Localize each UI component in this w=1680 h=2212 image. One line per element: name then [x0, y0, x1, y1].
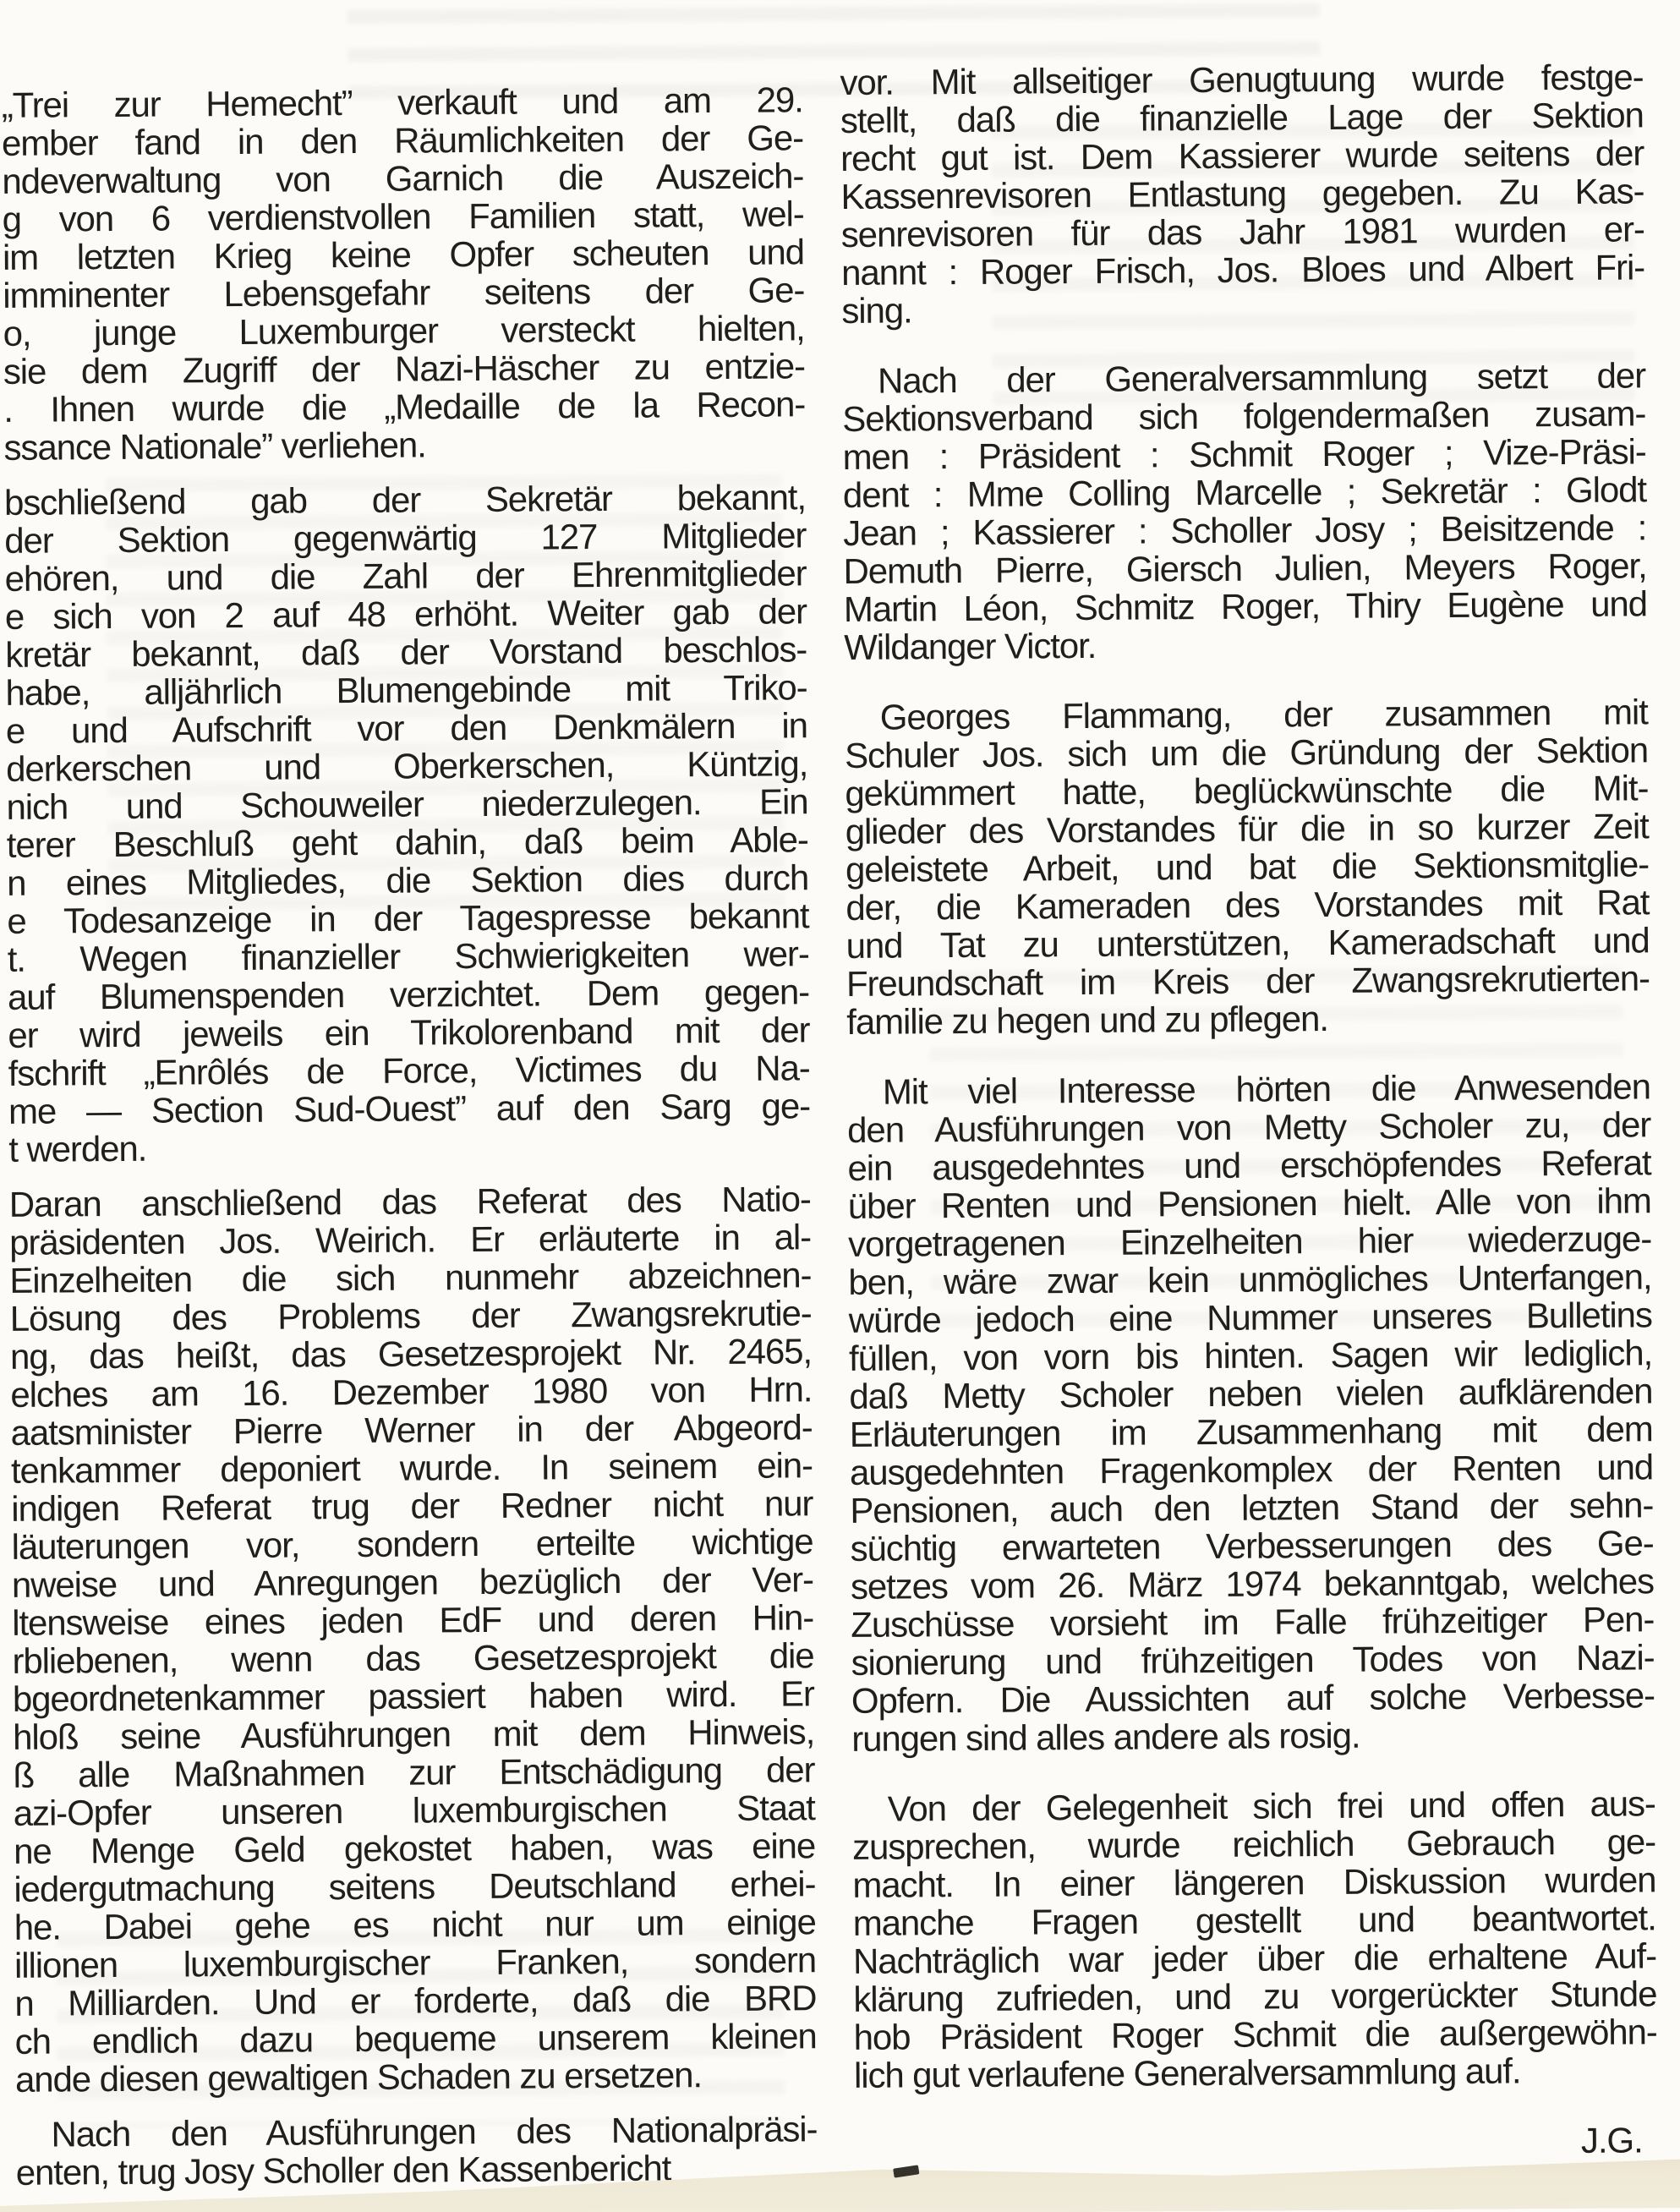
text-line: würde jedoch eine Nummer unseres Bulletins — [848, 1295, 1652, 1340]
paragraph — [842, 356, 1647, 666]
text-line: Wildanger Victor. — [844, 625, 1097, 667]
text-line: ch endlich dazu bequeme unserem kleinen — [14, 2016, 817, 2061]
text-line: nannt : Roger Frisch, Jos. Bloes und Albert Fri- — [840, 247, 1645, 293]
text-line: süchtig erwarteten Verbesserungen des Ge- — [850, 1523, 1654, 1569]
text-line: präsidenten Jos. Weirich. Er erläuterte in al- — [8, 1217, 812, 1262]
text-line: n Milliarden. Und er forderte, daß die BRD — [14, 1978, 817, 2023]
text-line: Pensionen, auch den letzten Stand der sehn- — [850, 1485, 1654, 1530]
text-line: g von 6 verdienstvollen Familien statt, wel- — [2, 194, 804, 239]
right-column — [840, 57, 1657, 2165]
text-line: ember fand in den Räumlichkeiten der Ge- — [1, 118, 804, 163]
text-line: . Ihnen wurde die „Medaille de la Recon- — [3, 384, 806, 430]
text-line: Zuschüsse vorsieht im Falle frühzeitiger Pen- — [851, 1599, 1655, 1645]
text-line: auf Blumenspenden verzichtet. Dem gegen- — [7, 972, 810, 1017]
text-line: vorgetragenen Einzelheiten hier wiederzuge- — [847, 1218, 1652, 1264]
text-line: Nachträglich war jeder über die erhaltene Auf- — [852, 1936, 1657, 1981]
text-line: ehören, und die Zahl der Ehrenmitglieder — [4, 553, 807, 599]
text-line: lich gut verlaufene Generalversammlung auf. — [853, 2050, 1521, 2095]
text-line: rungen sind alles andere als rosig. — [851, 1715, 1360, 1759]
text-line: Jean ; Kassierer : Scholler Josy ; Beisitzende : — [843, 507, 1647, 553]
text-line: Freundschaft im Kreis der Zwangsrekrutierten- — [845, 958, 1650, 1004]
text-line: Schuler Jos. sich um die Gründung der Sektion — [844, 730, 1649, 775]
text-line: sie dem Zugriff der Nazi-Häscher zu entzie- — [3, 346, 806, 391]
text-line: ß alle Maßnahmen zur Entschädigung der — [13, 1749, 815, 1795]
text-line: vor. Mit allseitiger Genugtuung wurde festge- — [840, 57, 1644, 102]
text-line: me — Section Sud-Ouest” auf den Sarg ge- — [8, 1086, 811, 1131]
text-line: nich und Schouweiler niederzulegen. Ein — [6, 781, 808, 827]
text-line: ssance Nationale” verliehen. — [3, 424, 426, 468]
text-line: tenkammer deponiert wurde. In seinem ein- — [10, 1445, 813, 1491]
text-line: Georges Flammang, der zusammen mit — [879, 692, 1648, 737]
text-line: iedergutmachung seitens Deutschland erhei- — [14, 1864, 816, 1909]
text-line: manche Fragen gestellt und beantwortet. — [852, 1897, 1656, 1943]
text-line: geleistete Arbeit, und bat die Sektionsmitglie- — [845, 844, 1650, 890]
text-line: füllen, von vorn bis hinten. Sagen wir lediglich, — [848, 1333, 1653, 1378]
text-line: o, junge Luxemburger versteckt hielten, — [3, 308, 805, 353]
text-line: zusprechen, wurde reichlich Gebrauch ge- — [851, 1821, 1656, 1867]
paragraph — [847, 1067, 1655, 1758]
text-line: Lösung des Problems der Zwangsrekrutie- — [9, 1293, 812, 1339]
text-line: ng, das heißt, das Gesetzesprojekt Nr. 2465, — [9, 1331, 813, 1377]
text-line: imminenter Lebensgefahr seitens der Ge- — [3, 270, 805, 315]
text-line: Martin Léon, Schmitz Roger, Thiry Eugène und — [843, 583, 1648, 629]
text-line: he. Dabei gehe es nicht nur um einige — [14, 1902, 816, 1947]
left-column — [2, 80, 818, 2209]
text-line: sionierung und frühzeitigen Todes von Nazi- — [851, 1637, 1655, 1683]
text-line: derkerschen und Oberkerschen, Küntzig, — [6, 743, 808, 789]
text-line: Sektionsverband sich folgendermaßen zusam- — [842, 393, 1646, 439]
text-line: enten, trug Josy Scholler den Kassenbericht — [15, 2148, 671, 2193]
text-line: ben, wäre zwar kein unmögliches Unterfangen, — [848, 1257, 1652, 1302]
text-line: fschrift „Enrôlés de Force, Victimes du Na- — [8, 1048, 810, 1093]
text-line: „Trei zur Hemecht” verkauft und am 29. — [1, 79, 803, 125]
text-line: recht gut ist. Dem Kassierer wurde seitens der — [840, 133, 1644, 178]
text-line: läuterungen vor, sondern erteilte wichtige — [11, 1521, 813, 1567]
right-column-paragraphs — [840, 57, 1657, 2094]
text-line: sing. — [841, 290, 912, 331]
text-line: der, die Kameraden des Vorstandes mit Rat — [845, 882, 1650, 928]
paragraph — [4, 478, 811, 1169]
text-line: ne Menge Geld gekostet haben, was eine — [13, 1826, 816, 1871]
text-line: den Ausführungen von Metty Scholer zu, der — [847, 1104, 1651, 1150]
text-line: Daran anschließend das Referat des Natio- — [8, 1179, 811, 1224]
text-line: elches am 16. Dezember 1980 von Hrn. — [10, 1369, 813, 1415]
text-line: n eines Mitgliedes, die Sektion dies durch — [6, 857, 809, 903]
text-line: e und Aufschrift vor den Denkmälern in — [5, 705, 808, 751]
text-line: macht. In einer längeren Diskussion wurden — [852, 1859, 1656, 1905]
text-line: Einzelheiten die sich nunmehr abzeichnen- — [9, 1255, 812, 1300]
text-line: senrevisoren für das Jahr 1981 wurden er- — [840, 209, 1644, 255]
text-line: er wird jeweils ein Trikolorenband mit der — [8, 1010, 810, 1055]
text-line: e sich von 2 auf 48 erhöht. Weiter gab der — [4, 591, 807, 637]
text-line: Nach der Generalversammlung setzt der — [877, 355, 1646, 401]
text-line: e Todesanzeige in der Tagespresse bekannt — [7, 895, 809, 941]
paragraph — [852, 1784, 1657, 2094]
paragraph — [845, 693, 1650, 1041]
signature: J.G. — [1580, 2120, 1643, 2160]
text-line: Von der Gelegenheit sich frei und offen aus- — [887, 1783, 1655, 1829]
text-line: men : Präsident : Schmit Roger ; Vize-Präsi- — [842, 431, 1646, 477]
text-line: illionen luxemburgischer Franken, sondern — [14, 1940, 817, 1985]
text-line: hob Präsident Roger Schmit die außergewöhn- — [853, 2012, 1657, 2057]
text-line: aatsminister Pierre Werner in der Abgeord- — [10, 1407, 813, 1453]
text-line: und Tat zu unterstützen, Kameradschaft und — [845, 920, 1650, 966]
text-line: dent : Mme Colling Marcelle ; Sekretär : Glodt — [842, 469, 1647, 515]
text-line: habe, alljährlich Blumengebinde mit Triko- — [5, 667, 807, 713]
text-line: indigen Referat trug der Redner nicht nur — [11, 1483, 813, 1529]
text-line: ande diesen gewaltigen Schaden zu ersetzen. — [14, 2055, 703, 2100]
text-line: glieder des Vorstandes für die in so kurzer Zeit — [845, 806, 1649, 851]
text-line: daß Metty Scholer neben vielen aufklärenden — [849, 1371, 1653, 1416]
text-line: über Renten und Pensionen hielt. Alle von ihm — [847, 1180, 1651, 1226]
text-line: Mit viel Interesse hörten die Anwesenden — [882, 1066, 1651, 1112]
text-line: ein ausgedehntes und erschöpfendes Referat — [847, 1142, 1651, 1188]
text-line: gekümmert hatte, beglückwünschte die Mit- — [845, 768, 1649, 813]
text-line: der Sektion gegenwärtig 127 Mitglieder — [4, 515, 807, 561]
text-line: Erläuterungen im Zusammenhang mit dem — [849, 1409, 1653, 1454]
text-line: azi-Opfer unseren luxemburgischen Staat — [13, 1788, 815, 1833]
text-line: kretär bekannt, daß der Vorstand beschlos- — [5, 629, 807, 675]
text-line: t. Wegen finanzieller Schwierigkeiten wer- — [7, 934, 809, 979]
text-line: Nach den Ausführungen des Nationalpräsi- — [51, 2109, 818, 2155]
text-line: t werden. — [8, 1128, 147, 1169]
text-line: Demuth Pierre, Giersch Julien, Meyers Roger, — [843, 545, 1647, 591]
text-line: bgeordnetenkammer passiert haben wird. Er — [12, 1673, 815, 1719]
text-line: ausgedehnten Fragenkomplex der Renten und — [849, 1447, 1654, 1492]
text-line: klärung zufrieden, und zu vorgerückter Stunde — [853, 1974, 1657, 2019]
text-line: Kassenrevisoren Entlastung gegeben. Zu Kas- — [840, 171, 1644, 216]
text-line: familie zu hegen und zu pflegen. — [846, 998, 1329, 1042]
text-line: nweise und Anregungen bezüglich der Ver- — [11, 1559, 814, 1605]
text-line: Opfern. Die Aussichten auf solche Verbesse- — [851, 1675, 1655, 1721]
text-line: terer Beschluß geht dahin, daß beim Able- — [6, 819, 808, 865]
paragraph — [2, 80, 806, 467]
text-line: stellt, daß die finanzielle Lage der Sektion — [840, 95, 1644, 140]
text-line: setzes vom 26. März 1974 bekanntgab, welches — [850, 1561, 1655, 1607]
text-line: ndeverwaltung von Garnich die Auszeich- — [2, 156, 804, 201]
text-line: ltensweise eines jeden EdF und deren Hin- — [12, 1597, 814, 1643]
text-line: hloß seine Ausführungen mit dem Hinweis, — [13, 1711, 815, 1757]
paragraph — [9, 1180, 818, 2099]
text-line: im letzten Krieg keine Opfer scheuten und — [2, 232, 805, 277]
text-line: rbliebenen, wenn das Gesetzesprojekt die — [12, 1635, 814, 1681]
paragraph — [840, 57, 1644, 330]
text-line: bschließend gab der Sekretär bekannt, — [3, 477, 807, 523]
